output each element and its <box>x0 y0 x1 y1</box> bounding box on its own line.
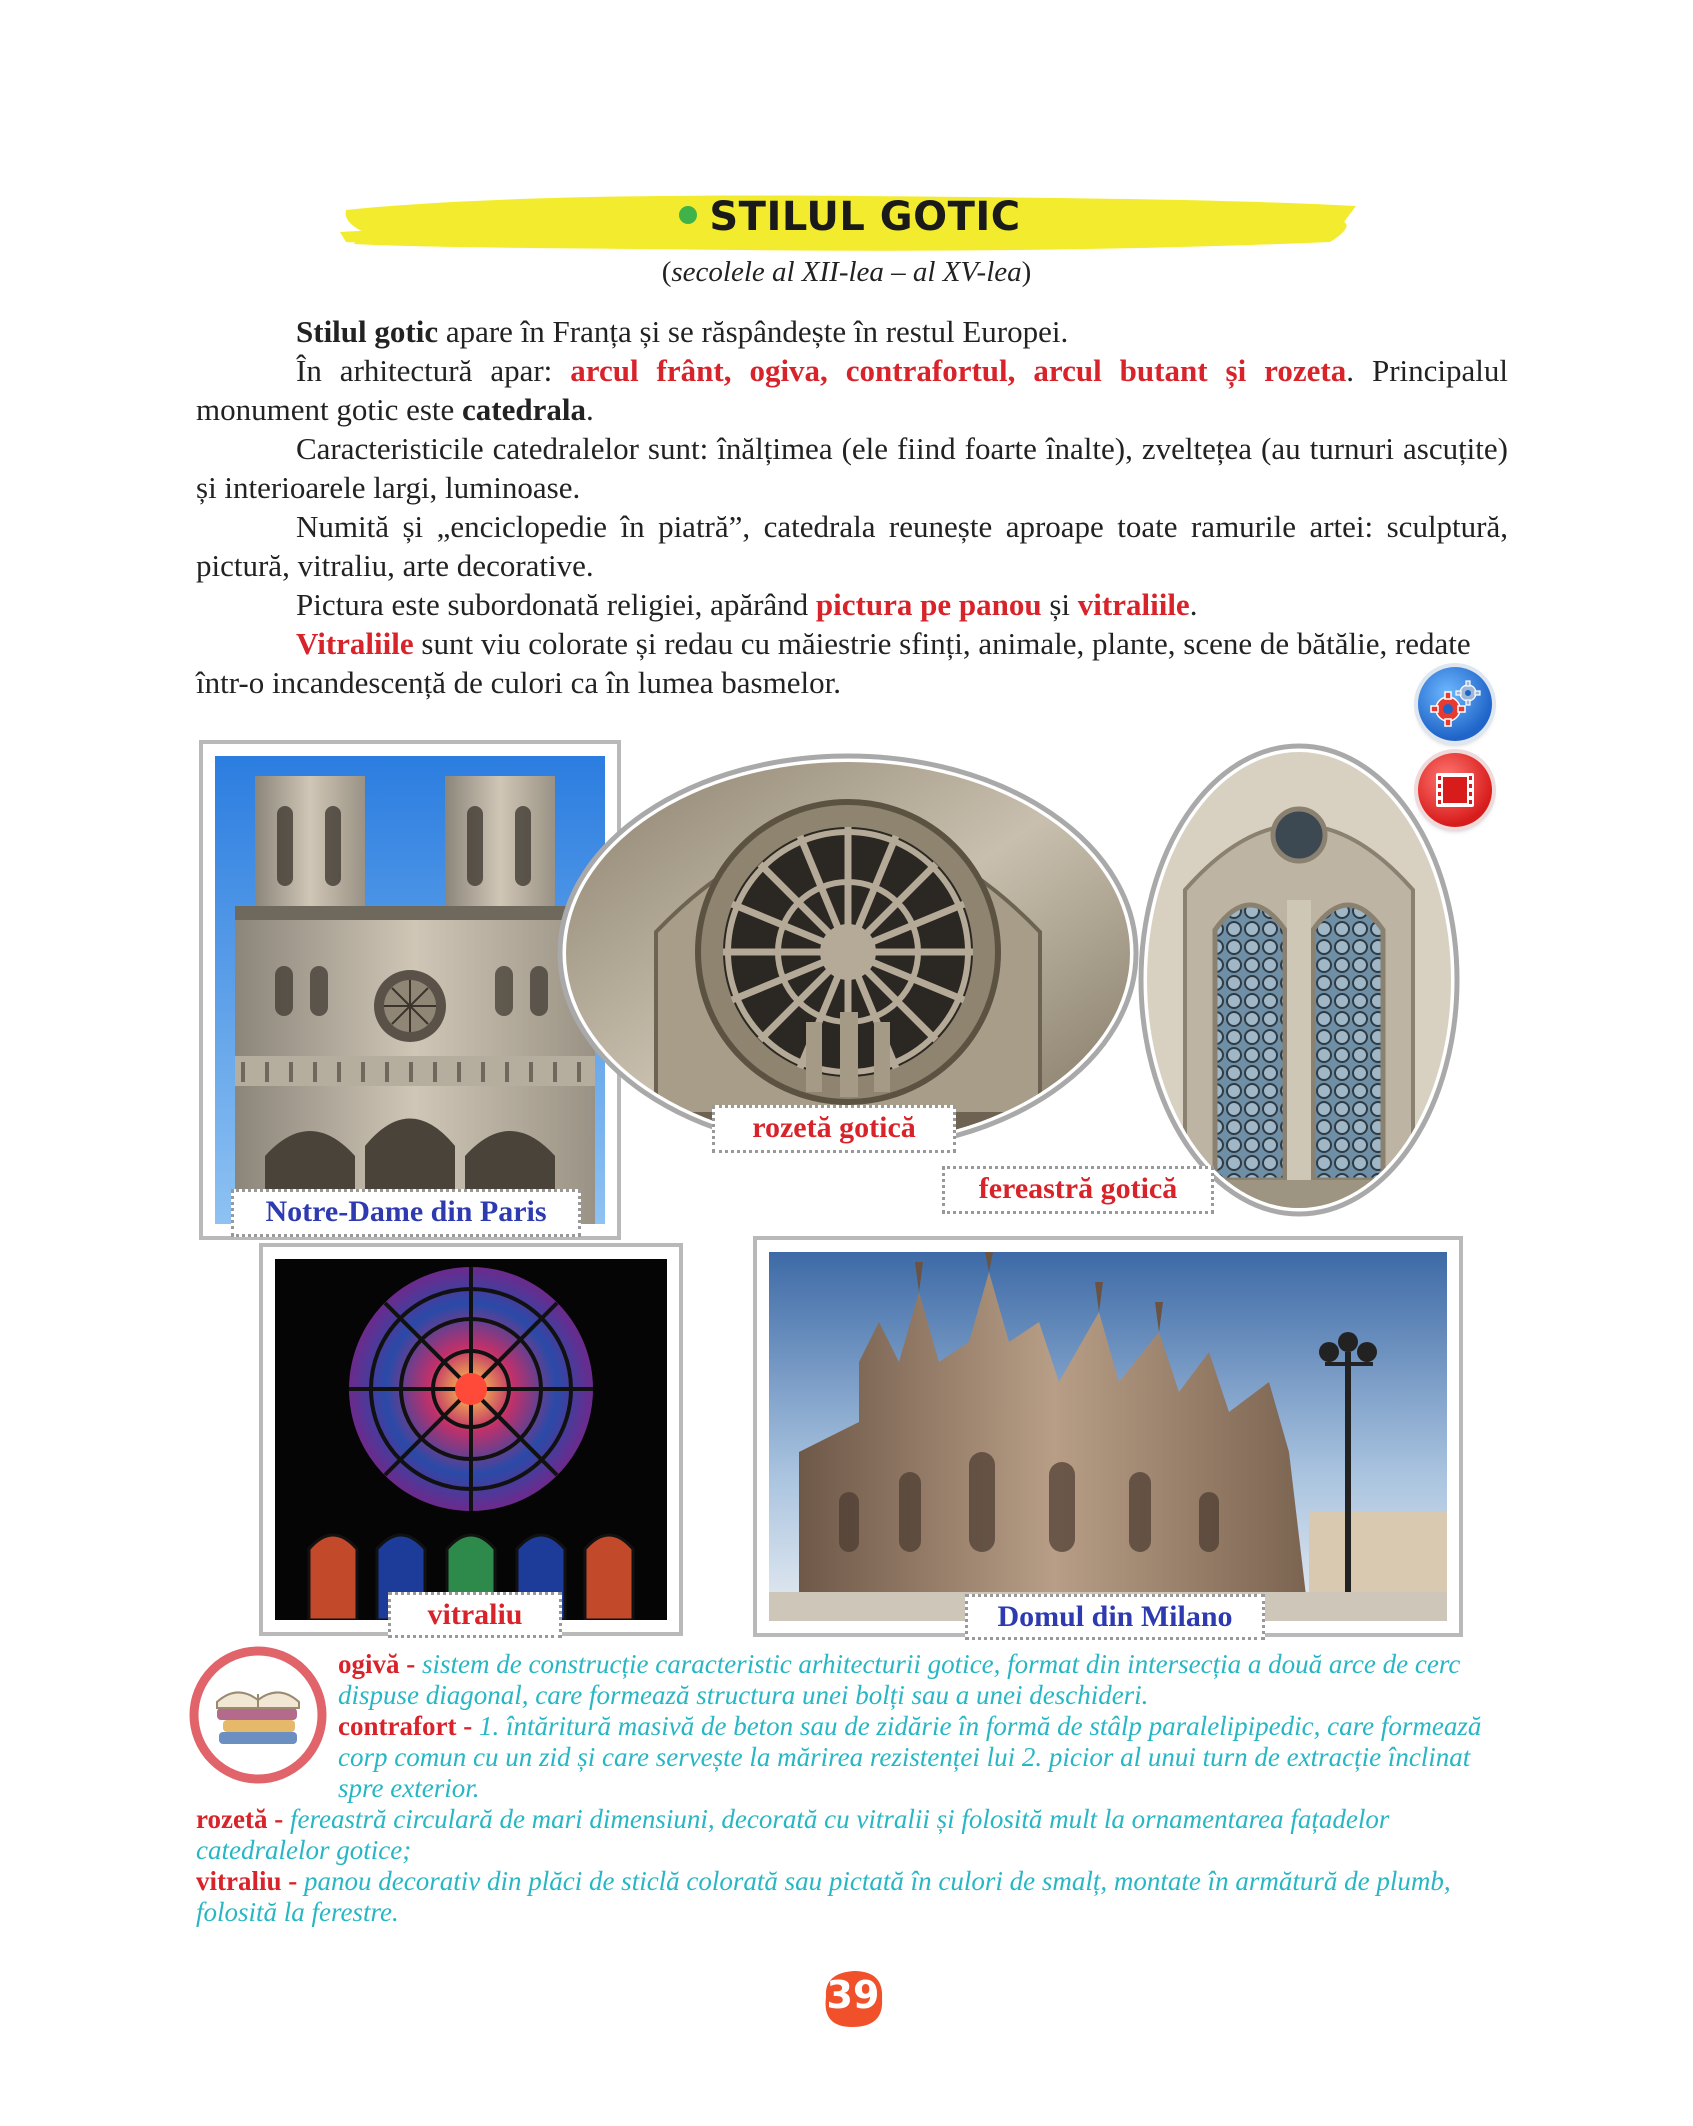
paragraph-3: Caracteristicile catedralelor sunt: înălțimea (ele fiind foarte înalte), zveltețea (au turnuri ascuțite) și interioarele largi, luminoase. <box>196 431 1508 505</box>
paragraph-2: În arhitectură apar: arcul frânt, ogiva, contrafortul, arcul butant și rozeta. Principalul monument gotic este catedrala. <box>196 353 1508 427</box>
gothic-window-image <box>1135 740 1463 1220</box>
photo-vitraliu <box>259 1243 683 1636</box>
vitraliu-image <box>275 1259 667 1620</box>
photo-milano <box>753 1236 1463 1637</box>
book-icon <box>187 1644 329 1786</box>
photo-gothic-window <box>1135 740 1463 1220</box>
caption-vitraliu: vitraliu <box>388 1592 562 1638</box>
notre-dame-image <box>215 756 605 1224</box>
caption-window: fereastră gotică <box>942 1166 1214 1214</box>
paragraph-6: Vitraliile sunt viu colorate și redau cu măiestrie sfinți, animale, plante, scene de bătălie, redate într-o incandescență de culori ca în lumea basmelor. <box>196 626 1471 700</box>
paragraph-4: Numită și „enciclopedie în piatră”, catedrala reunește aproape toate ramurile artei: sculptură, pictură, vitraliu, arte decorative. <box>196 509 1508 583</box>
page-number: 39 <box>818 1967 888 2031</box>
gears-button[interactable] <box>1418 667 1492 741</box>
paragraph-1: Stilul gotic apare în Franța și se răspândește în restul Europei. <box>296 314 1069 349</box>
glossary-ogiva: ogivă - sistem de construcție caracteristic arhitecturii gotice, format din intersecția a două arce de cerc dispuse diagonal, care formează structura unei bolți sau a unei deschideri. <box>338 1649 1461 1710</box>
milano-image <box>769 1252 1447 1621</box>
glossary-rozeta: rozetă - fereastră circulară de mari dimensiuni, decorată cu vitralii și folosită mult la ornamentarea fațadelor catedralelor gotice; <box>196 1804 1390 1865</box>
glossary-vitraliu: vitraliu - panou decorativ din plăci de sticlă colorată sau pictată în culori de smalț, montate în armătură de plumb, folosită la ferestre. <box>196 1866 1451 1927</box>
glossary-book-badge <box>187 1644 329 1786</box>
caption-rose: rozetă gotică <box>712 1105 956 1153</box>
rose-window-image <box>556 752 1140 1154</box>
glossary-contrafort: contrafort - 1. întăritură masivă de beton sau de zidărie în formă de stâlp paralelipipedic, care formează corp comun cu un zid și care servește la mărirea rezistenței lui 2. picior al unui turn de extracție înclinat spre exterior. <box>338 1711 1482 1803</box>
caption-milano: Domul din Milano <box>965 1594 1265 1640</box>
caption-notre-dame: Notre-Dame din Paris <box>231 1189 581 1237</box>
page-subtitle: (secolele al XII-lea – al XV-lea) <box>661 256 1032 288</box>
page-title: STILUL GOTIC <box>340 194 1360 240</box>
body-text <box>196 312 1508 702</box>
gears-icon <box>1418 667 1492 741</box>
paragraph-5: Pictura este subordonată religiei, apărând pictura pe panou și vitraliile. <box>296 587 1198 622</box>
bullet-dot-icon <box>679 206 697 224</box>
photo-rose-window <box>556 752 1140 1154</box>
